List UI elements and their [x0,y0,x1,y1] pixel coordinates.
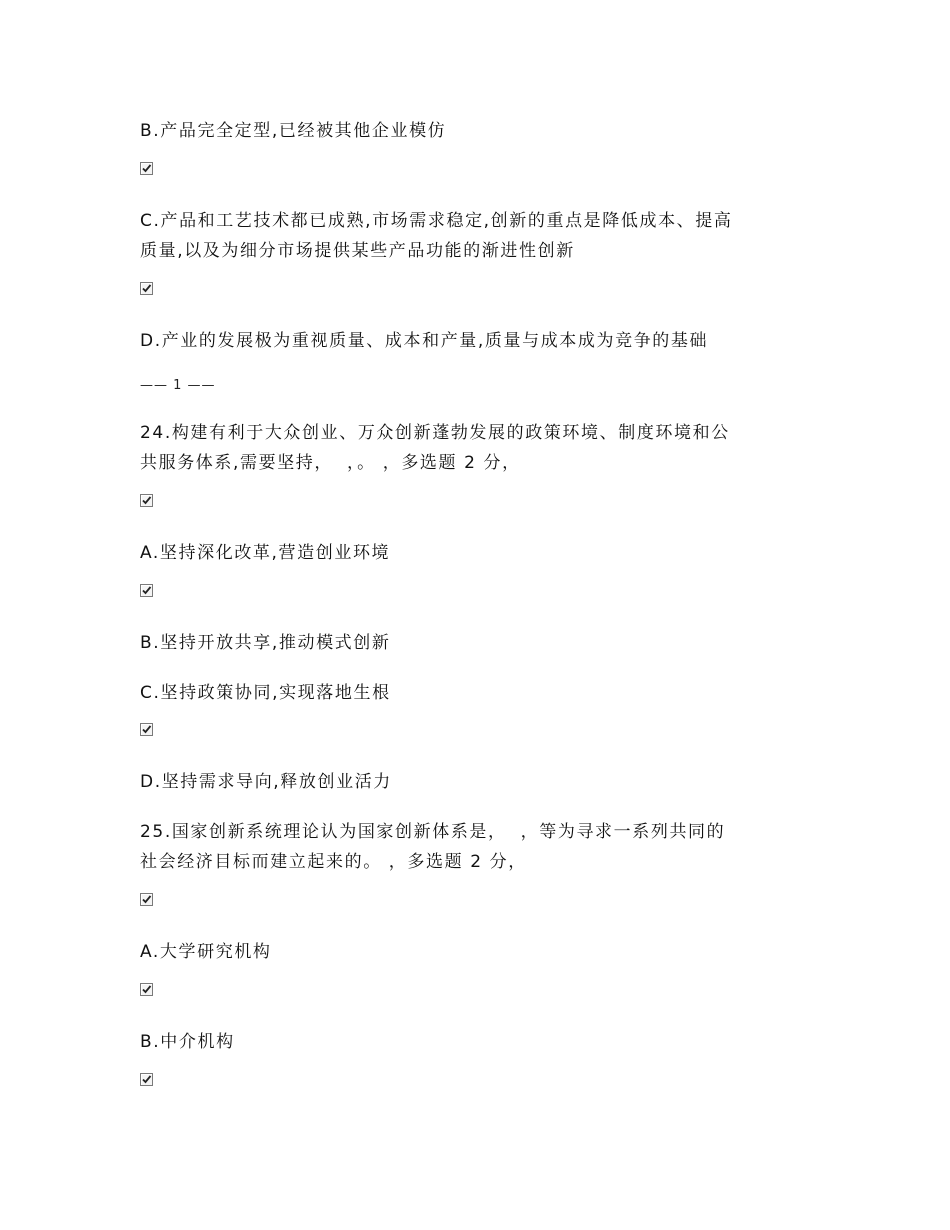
check-icon [141,585,152,596]
page-number: —— 1 —— [140,378,216,393]
q25-text-line1: 25.国家创新系统理论认为国家创新体系是， ，等为寻求一系列共同的 [140,822,726,842]
q24-option-b: B.坚持开放共享,推动模式创新 [140,633,391,653]
q23-option-d: D.产业的发展极为重视质量、成本和产量,质量与成本成为竞争的基础 [140,331,709,351]
checkbox[interactable] [140,162,153,175]
checkbox[interactable] [140,723,153,736]
check-icon [141,495,152,506]
q23-option-b: B.产品完全定型,已经被其他企业模仿 [140,121,447,141]
q24-option-a: A.坚持深化改革,营造创业环境 [140,543,391,563]
check-icon [141,724,152,735]
q24-text-line2: 共服务体系,需要坚持， ，。 ，多选题 2 分， [140,453,521,473]
check-icon [141,894,152,905]
check-icon [141,1074,152,1085]
q24-text-line1: 24.构建有利于大众创业、万众创新蓬勃发展的政策环境、制度环境和公 [140,423,730,443]
checkbox[interactable] [140,983,153,996]
q23-option-c-line2: 质量,以及为细分市场提供某些产品功能的渐进性创新 [140,241,575,261]
check-icon [141,984,152,995]
q25-text-line2: 社会经济目标而建立起来的。 ，多选题 2 分， [140,852,527,872]
check-icon [141,283,152,294]
q24-option-c: C.坚持政策协同,实现落地生根 [140,683,391,703]
checkbox[interactable] [140,1073,153,1086]
q25-option-a: A.大学研究机构 [140,942,272,962]
checkbox[interactable] [140,494,153,507]
checkbox[interactable] [140,282,153,295]
q23-option-c-line1: C.产品和工艺技术都已成熟,市场需求稳定,创新的重点是降低成本、提高 [140,211,733,231]
q25-option-b: B.中介机构 [140,1032,235,1052]
q24-option-d: D.坚持需求导向,释放创业活力 [140,772,392,792]
checkbox[interactable] [140,584,153,597]
check-icon [141,163,152,174]
checkbox[interactable] [140,893,153,906]
